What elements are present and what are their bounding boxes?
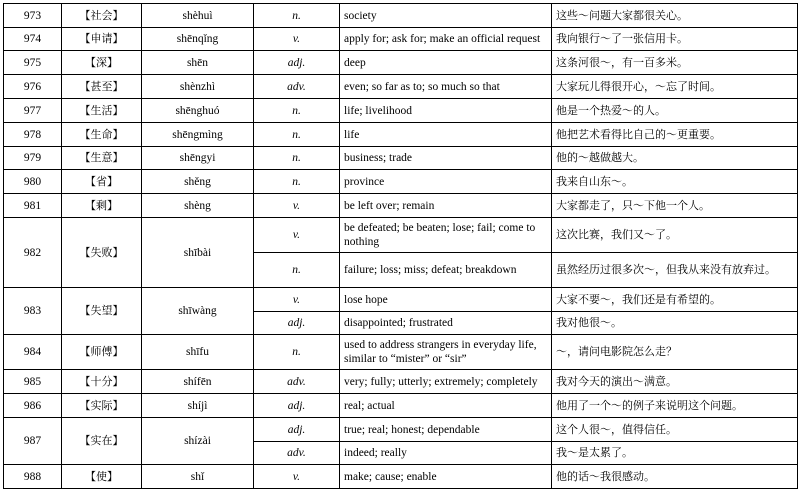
entry-pinyin: shèhuì: [142, 4, 254, 28]
table-row: [4, 370, 798, 394]
entry-word: 【生意】: [62, 147, 142, 170]
entry-part-of-speech: adj.: [254, 51, 340, 75]
entry-word: 【社会】: [62, 4, 142, 28]
entry-definition: life: [340, 123, 552, 147]
entry-word: 【申请】: [62, 28, 142, 51]
table-row: [4, 51, 798, 75]
entry-pinyin: shēngmìng: [142, 123, 254, 147]
entry-part-of-speech: n.: [254, 253, 340, 288]
entry-definition: business; trade: [340, 147, 552, 170]
entry-pinyin: shībài: [142, 218, 254, 288]
entry-pinyin: shēn: [142, 51, 254, 75]
table-row: [4, 28, 798, 51]
table-row: [4, 147, 798, 170]
entry-pinyin: shīfu: [142, 335, 254, 370]
entry-pinyin: shífēn: [142, 370, 254, 394]
entry-definition: society: [340, 4, 552, 28]
entry-number: 985: [4, 370, 62, 394]
entry-word: 【省】: [62, 170, 142, 194]
entry-word: 【生活】: [62, 99, 142, 123]
entry-word: 【深】: [62, 51, 142, 75]
entry-example: 大家不要～，我们还是有希望的。: [552, 288, 798, 312]
entry-example: 虽然经历过很多次～，但我从来没有放弃过。: [552, 253, 798, 288]
entry-pinyin: shíjì: [142, 394, 254, 418]
vocabulary-table-body: [4, 4, 798, 489]
entry-word: 【失望】: [62, 288, 142, 335]
entry-word: 【十分】: [62, 370, 142, 394]
table-row: [4, 75, 798, 99]
entry-pinyin: shēnqǐng: [142, 28, 254, 51]
entry-example: 他的～越做越大。: [552, 147, 798, 170]
entry-part-of-speech: adv.: [254, 442, 340, 465]
entry-number: 980: [4, 170, 62, 194]
entry-part-of-speech: adj.: [254, 418, 340, 442]
entry-part-of-speech: adj.: [254, 312, 340, 335]
entry-example: 大家都走了，只～下他一个人。: [552, 194, 798, 218]
entry-example: 他的话～我很感动。: [552, 465, 798, 489]
entry-part-of-speech: adv.: [254, 75, 340, 99]
entry-example: 这个人很～，值得信任。: [552, 418, 798, 442]
entry-example: 我来自山东～。: [552, 170, 798, 194]
entry-number: 982: [4, 218, 62, 288]
entry-definition: lose hope: [340, 288, 552, 312]
entry-example: 他是一个热爱～的人。: [552, 99, 798, 123]
table-row: [4, 418, 798, 442]
entry-definition: very; fully; utterly; extremely; completely: [340, 370, 552, 394]
entry-part-of-speech: n.: [254, 99, 340, 123]
entry-number: 981: [4, 194, 62, 218]
entry-pinyin: shīwàng: [142, 288, 254, 335]
entry-word: 【剩】: [62, 194, 142, 218]
entry-example: 他把艺术看得比自己的～更重要。: [552, 123, 798, 147]
entry-word: 【实际】: [62, 394, 142, 418]
entry-part-of-speech: n.: [254, 335, 340, 370]
vocabulary-table: [3, 3, 798, 489]
entry-number: 988: [4, 465, 62, 489]
entry-part-of-speech: adv.: [254, 370, 340, 394]
entry-number: 984: [4, 335, 62, 370]
entry-number: 977: [4, 99, 62, 123]
entry-definition: real; actual: [340, 394, 552, 418]
entry-definition: life; livelihood: [340, 99, 552, 123]
entry-definition: used to address strangers in everyday life, similar to “mister” or “sir”: [340, 335, 552, 370]
table-row: [4, 394, 798, 418]
entry-pinyin: shěng: [142, 170, 254, 194]
entry-part-of-speech: v.: [254, 465, 340, 489]
entry-number: 975: [4, 51, 62, 75]
entry-part-of-speech: adj.: [254, 394, 340, 418]
entry-example: 这次比赛，我们又～了。: [552, 218, 798, 253]
entry-pinyin: shèng: [142, 194, 254, 218]
entry-example: ～，请问电影院怎么走？: [552, 335, 798, 370]
entry-word: 【生命】: [62, 123, 142, 147]
entry-example: 这些～问题大家都很关心。: [552, 4, 798, 28]
entry-word: 【实在】: [62, 418, 142, 465]
entry-number: 976: [4, 75, 62, 99]
entry-definition: indeed; really: [340, 442, 552, 465]
entry-part-of-speech: v.: [254, 28, 340, 51]
entry-example: 我对他很～。: [552, 312, 798, 335]
entry-definition: even; so far as to; so much so that: [340, 75, 552, 99]
table-row: [4, 99, 798, 123]
entry-example: 他用了一个～的例子来说明这个问题。: [552, 394, 798, 418]
entry-definition: be defeated; be beaten; lose; fail; come to nothing: [340, 218, 552, 253]
entry-example: 大家玩儿得很开心，～忘了时间。: [552, 75, 798, 99]
table-row: [4, 288, 798, 312]
table-row: [4, 465, 798, 489]
entry-definition: be left over; remain: [340, 194, 552, 218]
entry-pinyin: shǐ: [142, 465, 254, 489]
entry-pinyin: shènzhì: [142, 75, 254, 99]
entry-part-of-speech: v.: [254, 218, 340, 253]
table-row: [4, 218, 798, 253]
entry-pinyin: shízài: [142, 418, 254, 465]
entry-pinyin: shēngyi: [142, 147, 254, 170]
entry-definition: apply for; ask for; make an official request: [340, 28, 552, 51]
entry-word: 【使】: [62, 465, 142, 489]
entry-part-of-speech: v.: [254, 194, 340, 218]
entry-part-of-speech: v.: [254, 288, 340, 312]
entry-number: 979: [4, 147, 62, 170]
entry-word: 【失败】: [62, 218, 142, 288]
entry-example: 我对今天的演出～满意。: [552, 370, 798, 394]
entry-definition: failure; loss; miss; defeat; breakdown: [340, 253, 552, 288]
entry-number: 983: [4, 288, 62, 335]
entry-definition: true; real; honest; dependable: [340, 418, 552, 442]
entry-number: 987: [4, 418, 62, 465]
entry-part-of-speech: n.: [254, 147, 340, 170]
entry-definition: disappointed; frustrated: [340, 312, 552, 335]
entry-definition: province: [340, 170, 552, 194]
table-row: [4, 123, 798, 147]
entry-word: 【甚至】: [62, 75, 142, 99]
entry-word: 【师傅】: [62, 335, 142, 370]
table-row: [4, 4, 798, 28]
entry-number: 973: [4, 4, 62, 28]
entry-pinyin: shēnghuó: [142, 99, 254, 123]
entry-part-of-speech: n.: [254, 4, 340, 28]
table-row: [4, 194, 798, 218]
entry-part-of-speech: n.: [254, 123, 340, 147]
entry-example: 我～是太累了。: [552, 442, 798, 465]
table-row: [4, 170, 798, 194]
entry-definition: deep: [340, 51, 552, 75]
entry-number: 986: [4, 394, 62, 418]
table-row: [4, 335, 798, 370]
entry-definition: make; cause; enable: [340, 465, 552, 489]
entry-number: 974: [4, 28, 62, 51]
entry-example: 我向银行～了一张信用卡。: [552, 28, 798, 51]
entry-part-of-speech: n.: [254, 170, 340, 194]
entry-example: 这条河很～，有一百多米。: [552, 51, 798, 75]
entry-number: 978: [4, 123, 62, 147]
